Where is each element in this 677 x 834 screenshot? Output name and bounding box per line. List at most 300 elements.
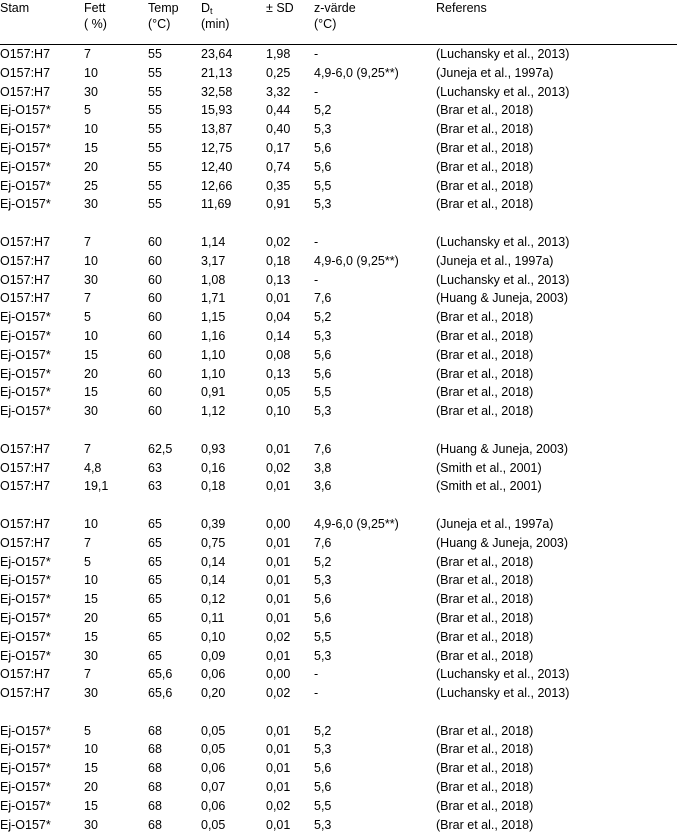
table-row bbox=[0, 271, 677, 290]
cell-stam: O157:H7 bbox=[0, 65, 51, 80]
cell-ref: (Brar et al., 2018) bbox=[436, 140, 534, 155]
cell-z: 5,6 bbox=[314, 159, 332, 174]
cell-fett: 5 bbox=[84, 554, 91, 569]
cell-dt: 0,18 bbox=[201, 479, 226, 494]
cell-stam: Ej-O157* bbox=[0, 404, 51, 419]
table-row bbox=[0, 252, 677, 271]
header-z-unit: (°C) bbox=[314, 17, 337, 31]
cell-temp: 63 bbox=[148, 460, 162, 475]
cell-sd: 0,17 bbox=[266, 140, 291, 155]
cell-temp: 55 bbox=[148, 159, 162, 174]
table-row bbox=[0, 402, 677, 421]
cell-dt: 1,71 bbox=[201, 291, 226, 306]
cell-stam: O157:H7 bbox=[0, 272, 51, 287]
cell-ref: (Luchansky et al., 2013) bbox=[436, 47, 570, 61]
cell-sd: 0,25 bbox=[266, 65, 291, 80]
cell-temp: 55 bbox=[148, 178, 162, 193]
cell-dt: 0,20 bbox=[201, 686, 226, 701]
cell-dt: 0,75 bbox=[201, 535, 226, 550]
table-row bbox=[0, 647, 677, 666]
cell-temp: 55 bbox=[148, 140, 162, 155]
cell-sd: 0,01 bbox=[266, 291, 291, 306]
cell-temp: 65 bbox=[148, 648, 162, 663]
table-row bbox=[0, 195, 677, 214]
table-row bbox=[0, 120, 677, 139]
cell-sd: 0,01 bbox=[266, 648, 291, 663]
table-row bbox=[0, 289, 677, 308]
cell-ref: (Brar et al., 2018) bbox=[436, 610, 534, 625]
cell-stam: Ej-O157* bbox=[0, 103, 51, 118]
cell-temp: 55 bbox=[148, 103, 162, 118]
cell-fett: 15 bbox=[84, 761, 98, 776]
cell-fett: 20 bbox=[84, 366, 98, 381]
cell-sd: 0,00 bbox=[266, 516, 291, 531]
cell-stam: Ej-O157* bbox=[0, 122, 51, 137]
cell-fett: 10 bbox=[84, 573, 98, 588]
cell-temp: 65 bbox=[148, 610, 162, 625]
cell-z: 4,9-6,0 (9,25**) bbox=[314, 253, 399, 268]
cell-sd: 0,05 bbox=[266, 385, 291, 400]
cell-temp: 65 bbox=[148, 535, 162, 550]
cell-temp: 65,6 bbox=[148, 667, 173, 682]
header-dt-unit: (min) bbox=[201, 17, 230, 31]
cell-z: 5,2 bbox=[314, 554, 332, 569]
cell-ref: (Huang & Juneja, 2003) bbox=[436, 535, 569, 550]
cell-sd: 0,02 bbox=[266, 798, 291, 813]
cell-fett: 10 bbox=[84, 516, 98, 531]
cell-fett: 30 bbox=[84, 272, 98, 287]
cell-temp: 68 bbox=[148, 723, 162, 738]
cell-temp: 65 bbox=[148, 573, 162, 588]
cell-fett: 10 bbox=[84, 122, 98, 137]
cell-z: - bbox=[314, 686, 319, 701]
cell-ref: (Brar et al., 2018) bbox=[436, 761, 534, 776]
cell-ref: (Luchansky et al., 2013) bbox=[436, 686, 570, 701]
cell-temp: 68 bbox=[148, 780, 162, 795]
cell-fett: 10 bbox=[84, 328, 98, 343]
table-row bbox=[0, 816, 677, 834]
cell-dt: 11,69 bbox=[201, 197, 232, 212]
cell-stam: O157:H7 bbox=[0, 47, 51, 61]
cell-stam: O157:H7 bbox=[0, 460, 51, 475]
cell-stam: Ej-O157* bbox=[0, 385, 51, 400]
cell-dt: 0,05 bbox=[201, 723, 226, 738]
cell-dt: 12,66 bbox=[201, 178, 233, 193]
cell-temp: 65 bbox=[148, 592, 162, 607]
cell-dt: 13,87 bbox=[201, 122, 233, 137]
header-fett: Fett bbox=[84, 1, 106, 15]
cell-temp: 60 bbox=[148, 366, 162, 381]
cell-fett: 15 bbox=[84, 385, 98, 400]
cell-z: 3,6 bbox=[314, 479, 332, 494]
cell-z: 5,6 bbox=[314, 761, 332, 776]
table-row bbox=[0, 308, 677, 327]
cell-z: 5,2 bbox=[314, 103, 332, 118]
cell-dt: 0,06 bbox=[201, 667, 226, 682]
cell-z: - bbox=[314, 272, 319, 287]
cell-dt: 0,09 bbox=[201, 648, 226, 663]
table-row bbox=[0, 684, 677, 703]
header-stam: Stam bbox=[0, 1, 30, 15]
cell-ref: (Brar et al., 2018) bbox=[436, 328, 534, 343]
table-row bbox=[0, 101, 677, 120]
cell-ref: (Brar et al., 2018) bbox=[436, 197, 534, 212]
cell-dt: 1,15 bbox=[201, 310, 226, 325]
cell-stam: O157:H7 bbox=[0, 667, 51, 682]
cell-ref: (Brar et al., 2018) bbox=[436, 723, 534, 738]
cell-dt: 0,10 bbox=[201, 629, 226, 644]
table-row bbox=[0, 515, 677, 534]
cell-fett: 10 bbox=[84, 65, 98, 80]
cell-stam: O157:H7 bbox=[0, 84, 51, 99]
table-row bbox=[0, 440, 677, 459]
table-row bbox=[0, 83, 677, 102]
cell-z: 3,8 bbox=[314, 460, 332, 475]
cell-dt: 0,06 bbox=[201, 798, 226, 813]
cell-ref: (Juneja et al., 1997a) bbox=[436, 253, 554, 268]
cell-ref: (Juneja et al., 1997a) bbox=[436, 65, 554, 80]
cell-sd: 0,01 bbox=[266, 535, 291, 550]
table-row bbox=[0, 553, 677, 572]
cell-stam: Ej-O157* bbox=[0, 629, 51, 644]
cell-fett: 30 bbox=[84, 84, 98, 99]
cell-temp: 60 bbox=[148, 253, 162, 268]
cell-sd: 0,04 bbox=[266, 310, 291, 325]
table-row bbox=[0, 346, 677, 365]
table-row bbox=[0, 327, 677, 346]
cell-stam: Ej-O157* bbox=[0, 742, 51, 757]
cell-ref: (Smith et al., 2001) bbox=[436, 460, 542, 475]
table-row bbox=[0, 665, 677, 684]
cell-stam: O157:H7 bbox=[0, 535, 51, 550]
cell-dt: 23,64 bbox=[201, 47, 233, 61]
group-spacer bbox=[0, 421, 677, 440]
cell-ref: (Brar et al., 2018) bbox=[436, 573, 534, 588]
cell-temp: 55 bbox=[148, 47, 162, 61]
cell-stam: O157:H7 bbox=[0, 686, 51, 701]
cell-sd: 0,02 bbox=[266, 686, 291, 701]
cell-stam: Ej-O157* bbox=[0, 159, 51, 174]
table-row bbox=[0, 797, 677, 816]
table-header bbox=[0, 0, 677, 45]
cell-sd: 0,02 bbox=[266, 234, 291, 249]
cell-dt: 21,13 bbox=[201, 65, 233, 80]
cell-dt: 0,91 bbox=[201, 385, 226, 400]
header-temp: Temp bbox=[148, 1, 179, 15]
cell-temp: 65,6 bbox=[148, 686, 173, 701]
cell-temp: 60 bbox=[148, 234, 162, 249]
cell-fett: 7 bbox=[84, 234, 91, 249]
cell-dt: 15,93 bbox=[201, 103, 233, 118]
cell-fett: 7 bbox=[84, 535, 91, 550]
cell-stam: Ej-O157* bbox=[0, 347, 51, 362]
cell-temp: 65 bbox=[148, 629, 162, 644]
cell-ref: (Brar et al., 2018) bbox=[436, 798, 534, 813]
cell-stam: Ej-O157* bbox=[0, 310, 51, 325]
cell-stam: Ej-O157* bbox=[0, 328, 51, 343]
cell-stam: Ej-O157* bbox=[0, 554, 51, 569]
cell-fett: 15 bbox=[84, 798, 98, 813]
group-spacer bbox=[0, 703, 677, 722]
cell-ref: (Brar et al., 2018) bbox=[436, 310, 534, 325]
cell-fett: 25 bbox=[84, 178, 98, 193]
cell-fett: 30 bbox=[84, 404, 98, 419]
cell-ref: (Brar et al., 2018) bbox=[436, 159, 534, 174]
cell-ref: (Huang & Juneja, 2003) bbox=[436, 291, 569, 306]
cell-dt: 12,40 bbox=[201, 159, 233, 174]
cell-ref: (Luchansky et al., 2013) bbox=[436, 272, 570, 287]
cell-sd: 1,98 bbox=[266, 47, 291, 61]
cell-fett: 15 bbox=[84, 592, 98, 607]
cell-fett: 15 bbox=[84, 140, 98, 155]
cell-temp: 63 bbox=[148, 479, 162, 494]
cell-ref: (Luchansky et al., 2013) bbox=[436, 234, 570, 249]
cell-sd: 0,01 bbox=[266, 761, 291, 776]
table-row bbox=[0, 590, 677, 609]
cell-z: 5,6 bbox=[314, 592, 332, 607]
cell-dt: 1,12 bbox=[201, 404, 226, 419]
table-row bbox=[0, 571, 677, 590]
cell-stam: Ej-O157* bbox=[0, 592, 51, 607]
cell-sd: 0,13 bbox=[266, 366, 291, 381]
cell-temp: 68 bbox=[148, 817, 162, 832]
cell-dt: 1,10 bbox=[201, 366, 226, 381]
cell-ref: (Brar et al., 2018) bbox=[436, 742, 534, 757]
cell-fett: 20 bbox=[84, 780, 98, 795]
cell-z: 5,6 bbox=[314, 347, 332, 362]
cell-z: 5,6 bbox=[314, 366, 332, 381]
cell-z: 5,3 bbox=[314, 328, 332, 343]
cell-temp: 60 bbox=[148, 385, 162, 400]
cell-dt: 12,75 bbox=[201, 140, 233, 155]
cell-sd: 0,02 bbox=[266, 629, 291, 644]
cell-dt: 1,16 bbox=[201, 328, 226, 343]
cell-stam: Ej-O157* bbox=[0, 178, 51, 193]
cell-z: 5,6 bbox=[314, 780, 332, 795]
header-dt: $D_t$ bbox=[201, 1, 213, 16]
table-row bbox=[0, 64, 677, 83]
cell-fett: 15 bbox=[84, 347, 98, 362]
cell-stam: Ej-O157* bbox=[0, 366, 51, 381]
cell-stam: Ej-O157* bbox=[0, 817, 51, 832]
group-spacer bbox=[0, 214, 677, 233]
table-row bbox=[0, 628, 677, 647]
table-row bbox=[0, 365, 677, 384]
table-row bbox=[0, 45, 677, 64]
cell-sd: 3,32 bbox=[266, 84, 291, 99]
cell-z: 5,3 bbox=[314, 573, 332, 588]
cell-sd: 0,01 bbox=[266, 780, 291, 795]
header-fett-unit: ( %) bbox=[84, 17, 107, 31]
cell-z: 5,3 bbox=[314, 648, 332, 663]
cell-sd: 0,10 bbox=[266, 404, 291, 419]
cell-ref: (Juneja et al., 1997a) bbox=[436, 516, 554, 531]
cell-ref: (Brar et al., 2018) bbox=[436, 103, 534, 118]
cell-z: 5,5 bbox=[314, 629, 332, 644]
cell-dt: 0,93 bbox=[201, 441, 226, 456]
cell-temp: 55 bbox=[148, 84, 162, 99]
cell-stam: O157:H7 bbox=[0, 253, 51, 268]
cell-z: 7,6 bbox=[314, 441, 332, 456]
header-ref: Referens bbox=[436, 1, 487, 15]
cell-z: - bbox=[314, 234, 319, 249]
cell-temp: 60 bbox=[148, 404, 162, 419]
cell-fett: 20 bbox=[84, 610, 98, 625]
cell-sd: 0,01 bbox=[266, 742, 291, 757]
cell-dt: 1,08 bbox=[201, 272, 226, 287]
cell-ref: (Huang & Juneja, 2003) bbox=[436, 441, 569, 456]
cell-sd: 0,74 bbox=[266, 159, 291, 174]
table-row bbox=[0, 383, 677, 402]
cell-z: 5,2 bbox=[314, 310, 332, 325]
cell-stam: Ej-O157* bbox=[0, 140, 51, 155]
table-row bbox=[0, 534, 677, 553]
cell-sd: 0,13 bbox=[266, 272, 291, 287]
cell-z: 7,6 bbox=[314, 535, 332, 550]
cell-stam: O157:H7 bbox=[0, 234, 51, 249]
cell-stam: Ej-O157* bbox=[0, 723, 51, 738]
cell-ref: (Brar et al., 2018) bbox=[436, 385, 534, 400]
cell-dt: 0,14 bbox=[201, 554, 226, 569]
cell-ref: (Brar et al., 2018) bbox=[436, 122, 534, 137]
cell-stam: Ej-O157* bbox=[0, 761, 51, 776]
table-body bbox=[0, 45, 677, 834]
cell-stam: Ej-O157* bbox=[0, 798, 51, 813]
cell-dt: 0,11 bbox=[201, 610, 225, 625]
cell-z: 4,9-6,0 (9,25**) bbox=[314, 516, 399, 531]
cell-ref: (Brar et al., 2018) bbox=[436, 554, 534, 569]
cell-dt: 0,14 bbox=[201, 573, 226, 588]
cell-dt: 0,12 bbox=[201, 592, 226, 607]
cell-sd: 0,01 bbox=[266, 479, 291, 494]
cell-z: 5,3 bbox=[314, 742, 332, 757]
cell-fett: 30 bbox=[84, 197, 98, 212]
cell-z: 5,5 bbox=[314, 798, 332, 813]
cell-sd: 0,01 bbox=[266, 723, 291, 738]
cell-dt: 0,06 bbox=[201, 761, 226, 776]
cell-sd: 0,01 bbox=[266, 554, 291, 569]
cell-ref: (Brar et al., 2018) bbox=[436, 648, 534, 663]
cell-sd: 0,01 bbox=[266, 441, 291, 456]
cell-temp: 55 bbox=[148, 65, 162, 80]
cell-sd: 0,18 bbox=[266, 253, 291, 268]
table-row bbox=[0, 609, 677, 628]
cell-temp: 55 bbox=[148, 122, 162, 137]
cell-temp: 60 bbox=[148, 328, 162, 343]
cell-fett: 20 bbox=[84, 159, 98, 174]
table-row bbox=[0, 139, 677, 158]
cell-temp: 68 bbox=[148, 742, 162, 757]
table-row bbox=[0, 759, 677, 778]
cell-sd: 0,01 bbox=[266, 817, 291, 832]
cell-stam: Ej-O157* bbox=[0, 648, 51, 663]
cell-sd: 0,01 bbox=[266, 573, 291, 588]
table-row bbox=[0, 477, 677, 496]
table-row bbox=[0, 459, 677, 478]
cell-sd: 0,91 bbox=[266, 197, 291, 212]
cell-sd: 0,00 bbox=[266, 667, 291, 682]
cell-stam: Ej-O157* bbox=[0, 780, 51, 795]
cell-fett: 15 bbox=[84, 629, 98, 644]
cell-fett: 30 bbox=[84, 817, 98, 832]
cell-stam: O157:H7 bbox=[0, 291, 51, 306]
cell-temp: 65 bbox=[148, 516, 162, 531]
cell-sd: 0,01 bbox=[266, 610, 291, 625]
cell-temp: 55 bbox=[148, 197, 162, 212]
table-row bbox=[0, 722, 677, 741]
table-row bbox=[0, 177, 677, 196]
cell-z: 5,2 bbox=[314, 723, 332, 738]
cell-dt: 1,14 bbox=[201, 234, 226, 249]
cell-z: 7,6 bbox=[314, 291, 332, 306]
header-temp-unit: (°C) bbox=[148, 17, 171, 31]
cell-ref: (Brar et al., 2018) bbox=[436, 347, 534, 362]
cell-sd: 0,35 bbox=[266, 178, 291, 193]
cell-ref: (Luchansky et al., 2013) bbox=[436, 667, 570, 682]
cell-fett: 10 bbox=[84, 742, 98, 757]
cell-stam: Ej-O157* bbox=[0, 197, 51, 212]
cell-stam: O157:H7 bbox=[0, 516, 51, 531]
cell-temp: 60 bbox=[148, 347, 162, 362]
cell-dt: 3,17 bbox=[201, 253, 226, 268]
cell-temp: 68 bbox=[148, 798, 162, 813]
cell-dt: 32,58 bbox=[201, 84, 233, 99]
group-spacer bbox=[0, 496, 677, 515]
cell-dt: 0,39 bbox=[201, 516, 226, 531]
cell-sd: 0,01 bbox=[266, 592, 291, 607]
cell-z: 5,3 bbox=[314, 197, 332, 212]
cell-sd: 0,02 bbox=[266, 460, 291, 475]
cell-fett: 10 bbox=[84, 253, 98, 268]
table-row bbox=[0, 740, 677, 759]
cell-z: 5,3 bbox=[314, 122, 332, 137]
table-row bbox=[0, 778, 677, 797]
table-row bbox=[0, 158, 677, 177]
cell-temp: 62,5 bbox=[148, 441, 173, 456]
cell-fett: 5 bbox=[84, 103, 91, 118]
cell-z: 5,3 bbox=[314, 404, 332, 419]
cell-stam: Ej-O157* bbox=[0, 573, 51, 588]
cell-fett: 7 bbox=[84, 441, 91, 456]
cell-z: - bbox=[314, 667, 319, 682]
header-dt-subscript: t bbox=[210, 6, 213, 16]
cell-ref: (Brar et al., 2018) bbox=[436, 629, 534, 644]
cell-stam: O157:H7 bbox=[0, 479, 51, 494]
cell-fett: 30 bbox=[84, 648, 98, 663]
cell-stam: Ej-O157* bbox=[0, 610, 51, 625]
cell-sd: 0,44 bbox=[266, 103, 291, 118]
cell-fett: 7 bbox=[84, 47, 91, 61]
header-sd: ± SD bbox=[266, 1, 294, 15]
cell-dt: 1,10 bbox=[201, 347, 226, 362]
cell-sd: 0,14 bbox=[266, 328, 291, 343]
table-row bbox=[0, 233, 677, 252]
cell-z: 4,9-6,0 (9,25**) bbox=[314, 65, 399, 80]
cell-fett: 5 bbox=[84, 723, 91, 738]
cell-temp: 68 bbox=[148, 761, 162, 776]
cell-fett: 5 bbox=[84, 310, 91, 325]
cell-dt: 0,16 bbox=[201, 460, 226, 475]
cell-fett: 30 bbox=[84, 686, 98, 701]
header-z: z-värde bbox=[314, 1, 356, 15]
cell-temp: 60 bbox=[148, 272, 162, 287]
cell-ref: (Brar et al., 2018) bbox=[436, 178, 534, 193]
cell-fett: 19,1 bbox=[84, 479, 109, 494]
cell-fett: 4,8 bbox=[84, 460, 102, 475]
cell-temp: 60 bbox=[148, 310, 162, 325]
cell-ref: (Brar et al., 2018) bbox=[436, 817, 534, 832]
cell-ref: (Brar et al., 2018) bbox=[436, 780, 534, 795]
